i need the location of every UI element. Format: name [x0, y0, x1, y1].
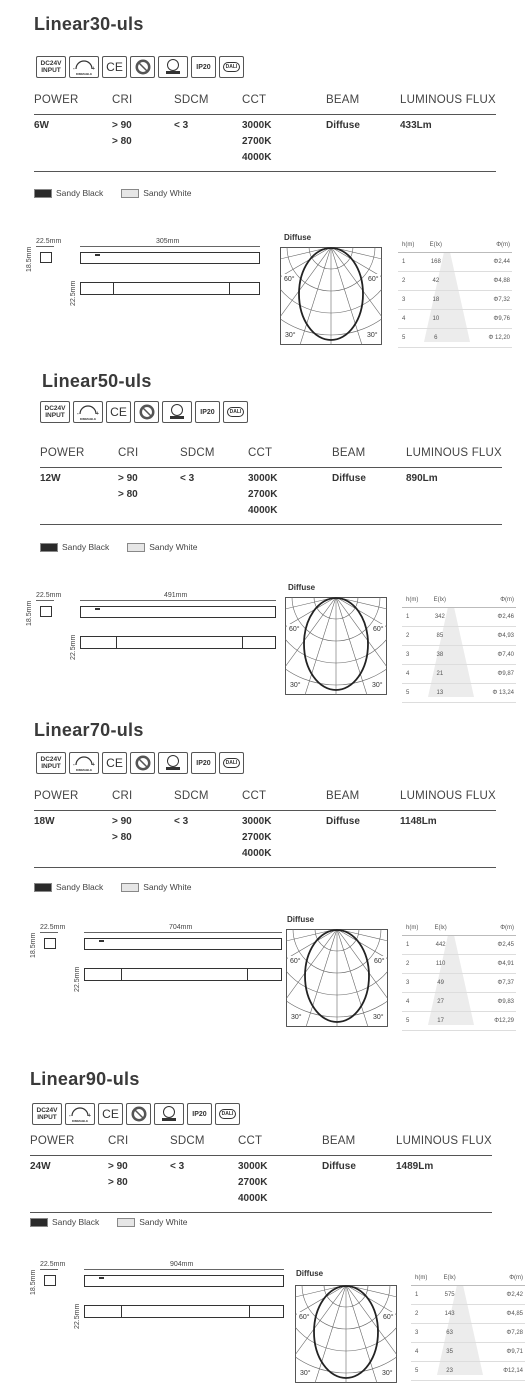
length-dim-line: [80, 246, 260, 247]
product-title: Linear50-uls: [42, 371, 152, 391]
profile-section-shape: [44, 1275, 56, 1286]
angle-60-left: 60°: [289, 626, 300, 633]
svg-text:+: +: [92, 762, 95, 768]
svg-text:+: +: [92, 66, 95, 72]
flux-value: 1148Lm: [400, 816, 437, 827]
lux-e-header: E(lx): [420, 238, 452, 253]
beam-value: Diffuse: [326, 120, 360, 131]
flux-header: LUMINOUS FLUX: [396, 1135, 492, 1147]
lux-h-header: h(m): [402, 593, 424, 608]
product-section: [0, 698, 532, 1047]
etl-listed-icon: [158, 752, 188, 774]
color-options: [30, 1217, 187, 1227]
height-label: 18.5mm: [26, 600, 33, 626]
rohs-icon: [134, 401, 159, 423]
lux-h-header: h(m): [402, 921, 424, 936]
cri-values: > 90 > 80: [112, 120, 132, 147]
power-value: 24W: [30, 1161, 51, 1172]
sdcm-value: < 3: [174, 120, 189, 131]
beam-header: BEAM: [326, 94, 360, 106]
cert-icons: [40, 401, 248, 423]
illuminance-table: [398, 238, 512, 348]
beam-value: Diffuse: [332, 473, 366, 484]
depth-label: 22.5mm: [70, 634, 77, 660]
length-label: 704mm: [169, 924, 193, 931]
etl-listed-icon: [158, 56, 188, 78]
spec-header: [40, 445, 502, 468]
product-title: Linear90-uls: [30, 1069, 140, 1089]
beam-header: BEAM: [322, 1135, 356, 1147]
angle-30-left: 30°: [290, 682, 301, 689]
illuminance-table: [402, 921, 516, 1031]
color-options: [34, 188, 191, 198]
polar-light-distribution: [295, 1285, 397, 1383]
fixture-side-view: [80, 636, 276, 649]
flux-header: LUMINOUS FLUX: [400, 790, 496, 802]
etl-listed-icon: [162, 401, 192, 423]
spec-header: [34, 788, 496, 811]
svg-text:-: -: [77, 411, 79, 417]
swatch-sandy-black: Sandy Black: [34, 882, 103, 892]
table-row: 1 575 Φ2,42: [411, 1286, 525, 1305]
depth-label: 22.5mm: [70, 280, 77, 306]
spec-values: [30, 1156, 492, 1213]
profile-section-shape: [44, 938, 56, 949]
profile-dim-line: [40, 1269, 58, 1270]
angle-30-right: 30°: [367, 332, 378, 339]
polar-light-distribution: [280, 247, 382, 345]
angle-30-right: 30°: [373, 1014, 384, 1021]
product-section: [0, 349, 532, 698]
fixture-top-view: [80, 252, 260, 264]
angle-60-right: 60°: [368, 276, 379, 283]
angle-30-right: 30°: [372, 682, 383, 689]
cri-header: CRI: [112, 790, 133, 802]
length-dim-line: [84, 932, 282, 933]
cct-values: 3000K 2700K 4000K: [242, 816, 272, 859]
swatch-sandy-black: Sandy Black: [34, 188, 103, 198]
fixture-side-view: [84, 1305, 284, 1318]
table-row: 2 110 Φ4,91: [402, 955, 516, 974]
color-options: [40, 542, 197, 552]
table-row: 5 17 Φ12,29: [402, 1012, 516, 1031]
svg-text:DIMMABLE: DIMMABLE: [75, 72, 93, 76]
table-row: 3 63 Φ7,28: [411, 1324, 525, 1343]
power-header: POWER: [34, 94, 79, 106]
angle-60-right: 60°: [373, 626, 384, 633]
table-row: 1 168 Φ2,44: [398, 253, 512, 272]
ce-mark-icon: CE: [98, 1103, 123, 1125]
profile-section-shape: [40, 252, 52, 263]
flux-header: LUMINOUS FLUX: [400, 94, 496, 106]
lux-e-header: E(lx): [433, 1271, 466, 1286]
table-row: 3 18 Φ7,32: [398, 291, 512, 310]
svg-text:+: +: [96, 411, 99, 417]
svg-text:-: -: [73, 762, 75, 768]
table-row: 1 442 Φ2,45: [402, 936, 516, 955]
power-value: 12W: [40, 473, 61, 484]
svg-text:DIMMABLE: DIMMABLE: [71, 1119, 89, 1123]
swatch-sandy-white: Sandy White: [117, 1217, 187, 1227]
angle-30-left: 30°: [285, 332, 296, 339]
spec-table: [34, 92, 496, 172]
etl-listed-icon: [154, 1103, 184, 1125]
profile-dim-line: [36, 600, 54, 601]
angle-60-left: 60°: [284, 276, 295, 283]
dc24v-input-icon: DC24V INPUT: [36, 752, 66, 774]
spec-values: [34, 811, 496, 868]
table-row: 2 143 Φ4,85: [411, 1305, 525, 1324]
product-title: Linear70-uls: [34, 720, 144, 740]
dimmable-icon: [73, 401, 103, 423]
lux-h-header: h(m): [398, 238, 420, 253]
dimmable-icon: [69, 752, 99, 774]
cri-header: CRI: [118, 447, 139, 459]
table-row: 3 38 Φ7,40: [402, 646, 516, 665]
angle-30-right: 30°: [382, 1370, 393, 1377]
beam-header: BEAM: [332, 447, 366, 459]
dimension-drawing: [26, 592, 266, 662]
ip20-icon: IP20: [195, 401, 220, 423]
cri-header: CRI: [108, 1135, 129, 1147]
table-row: 4 35 Φ9,71: [411, 1343, 525, 1362]
lux-e-header: E(lx): [424, 921, 457, 936]
power-value: 18W: [34, 816, 55, 827]
swatch-sandy-white: Sandy White: [127, 542, 197, 552]
flux-header: LUMINOUS FLUX: [406, 447, 502, 459]
ce-mark-icon: CE: [102, 56, 127, 78]
rohs-icon: [126, 1103, 151, 1125]
table-row: 5 13 Φ 13,24: [402, 684, 516, 703]
diffuse-label: Diffuse: [287, 915, 315, 924]
power-header: POWER: [30, 1135, 75, 1147]
rohs-icon: [130, 752, 155, 774]
diffuse-label: Diffuse: [296, 1269, 324, 1278]
dc24v-input-icon: DC24V INPUT: [36, 56, 66, 78]
sdcm-header: SDCM: [174, 94, 209, 106]
dimension-drawing: [30, 1261, 270, 1331]
spec-table: [34, 788, 496, 868]
illuminance-table: [411, 1271, 525, 1381]
lux-phi-header: Φ(m): [457, 921, 516, 936]
lux-h-header: h(m): [411, 1271, 433, 1286]
ce-mark-icon: CE: [102, 752, 127, 774]
cct-values: 3000K 2700K 4000K: [248, 473, 278, 516]
height-label: 18.5mm: [30, 1269, 37, 1295]
fixture-side-view: [84, 968, 282, 981]
angle-60-left: 60°: [299, 1314, 310, 1321]
width-label: 22.5mm: [40, 1261, 66, 1268]
spec-header: [30, 1133, 492, 1156]
swatch-sandy-black: Sandy Black: [40, 542, 109, 552]
product-section: [0, 0, 532, 349]
cct-header: CCT: [248, 447, 273, 459]
cri-values: > 90 > 80: [118, 473, 138, 500]
angle-30-left: 30°: [291, 1014, 302, 1021]
profile-section-shape: [40, 606, 52, 617]
cri-values: > 90 > 80: [108, 1161, 128, 1188]
rohs-icon: [130, 56, 155, 78]
width-label: 22.5mm: [36, 592, 62, 599]
cct-values: 3000K 2700K 4000K: [242, 120, 272, 163]
polar-light-distribution: [286, 929, 388, 1027]
beam-value: Diffuse: [326, 816, 360, 827]
power-value: 6W: [34, 120, 49, 131]
dc24v-input-icon: DC24V INPUT: [40, 401, 70, 423]
cct-header: CCT: [242, 790, 267, 802]
dali-icon: DALI: [223, 401, 248, 423]
cct-header: CCT: [238, 1135, 263, 1147]
cert-icons: [36, 56, 244, 78]
table-row: 5 6 Φ 12,20: [398, 329, 512, 348]
angle-60-left: 60°: [290, 958, 301, 965]
product-section: [0, 1047, 532, 1396]
spec-header: [34, 92, 496, 115]
width-label: 22.5mm: [40, 924, 66, 931]
power-header: POWER: [40, 447, 85, 459]
sdcm-value: < 3: [174, 816, 189, 827]
angle-60-right: 60°: [383, 1314, 394, 1321]
width-label: 22.5mm: [36, 238, 62, 245]
fixture-top-view: [80, 606, 276, 618]
ip20-icon: IP20: [187, 1103, 212, 1125]
depth-label: 22.5mm: [74, 1303, 81, 1329]
height-label: 18.5mm: [26, 246, 33, 272]
table-row: 5 23 Φ12,14: [411, 1362, 525, 1381]
depth-label: 22.5mm: [74, 966, 81, 992]
svg-text:+: +: [88, 1113, 91, 1119]
sdcm-value: < 3: [180, 473, 195, 484]
swatch-sandy-white: Sandy White: [121, 882, 191, 892]
profile-dim-line: [36, 246, 54, 247]
length-dim-line: [84, 1269, 284, 1270]
polar-light-distribution: [285, 597, 387, 695]
lux-phi-header: Φ(m): [466, 1271, 525, 1286]
sdcm-header: SDCM: [180, 447, 215, 459]
length-dim-line: [80, 600, 276, 601]
ip20-icon: IP20: [191, 56, 216, 78]
angle-30-left: 30°: [300, 1370, 311, 1377]
cert-icons: [32, 1103, 240, 1125]
length-label: 904mm: [170, 1261, 194, 1268]
product-title: Linear30-uls: [34, 14, 144, 34]
dimension-drawing: [26, 238, 266, 308]
sdcm-header: SDCM: [170, 1135, 205, 1147]
spec-values: [34, 115, 496, 172]
angle-60-right: 60°: [374, 958, 385, 965]
cri-values: > 90 > 80: [112, 816, 132, 843]
diffuse-label: Diffuse: [284, 233, 312, 242]
fixture-top-view: [84, 1275, 284, 1287]
dc24v-input-icon: DC24V INPUT: [32, 1103, 62, 1125]
sdcm-header: SDCM: [174, 790, 209, 802]
table-row: 4 10 Φ9,76: [398, 310, 512, 329]
svg-text:DIMMABLE: DIMMABLE: [79, 417, 97, 421]
cert-icons: [36, 752, 244, 774]
table-row: 4 27 Φ9,83: [402, 993, 516, 1012]
swatch-sandy-black: Sandy Black: [30, 1217, 99, 1227]
sdcm-value: < 3: [170, 1161, 185, 1172]
beam-value: Diffuse: [322, 1161, 356, 1172]
dimmable-icon: [65, 1103, 95, 1125]
flux-value: 890Lm: [406, 473, 438, 484]
cri-header: CRI: [112, 94, 133, 106]
svg-text:DIMMABLE: DIMMABLE: [75, 768, 93, 772]
swatch-sandy-white: Sandy White: [121, 188, 191, 198]
diffuse-label: Diffuse: [288, 583, 316, 592]
table-row: 4 21 Φ9,87: [402, 665, 516, 684]
svg-text:-: -: [73, 66, 75, 72]
dali-icon: DALI: [215, 1103, 240, 1125]
length-label: 305mm: [156, 238, 180, 245]
illuminance-table: [402, 593, 516, 703]
power-header: POWER: [34, 790, 79, 802]
length-label: 491mm: [164, 592, 188, 599]
table-row: 3 49 Φ7,37: [402, 974, 516, 993]
dali-icon: DALI: [219, 752, 244, 774]
cct-values: 3000K 2700K 4000K: [238, 1161, 268, 1204]
table-row: 2 85 Φ4,93: [402, 627, 516, 646]
svg-text:-: -: [69, 1113, 71, 1119]
flux-value: 1489Lm: [396, 1161, 434, 1172]
beam-header: BEAM: [326, 790, 360, 802]
height-label: 18.5mm: [30, 932, 37, 958]
ip20-icon: IP20: [191, 752, 216, 774]
cct-header: CCT: [242, 94, 267, 106]
ce-mark-icon: CE: [106, 401, 131, 423]
dimension-drawing: [30, 924, 270, 994]
fixture-top-view: [84, 938, 282, 950]
flux-value: 433Lm: [400, 120, 432, 131]
table-row: 1 342 Φ2,46: [402, 608, 516, 627]
dali-icon: DALI: [219, 56, 244, 78]
color-options: [34, 882, 191, 892]
spec-table: [40, 445, 502, 525]
profile-dim-line: [40, 932, 58, 933]
fixture-side-view: [80, 282, 260, 295]
lux-e-header: E(lx): [424, 593, 456, 608]
table-row: 2 42 Φ4,88: [398, 272, 512, 291]
spec-values: [40, 468, 502, 525]
lux-phi-header: Φ(m): [452, 238, 512, 253]
spec-table: [30, 1133, 492, 1213]
lux-phi-header: Φ(m): [456, 593, 516, 608]
dimmable-icon: [69, 56, 99, 78]
